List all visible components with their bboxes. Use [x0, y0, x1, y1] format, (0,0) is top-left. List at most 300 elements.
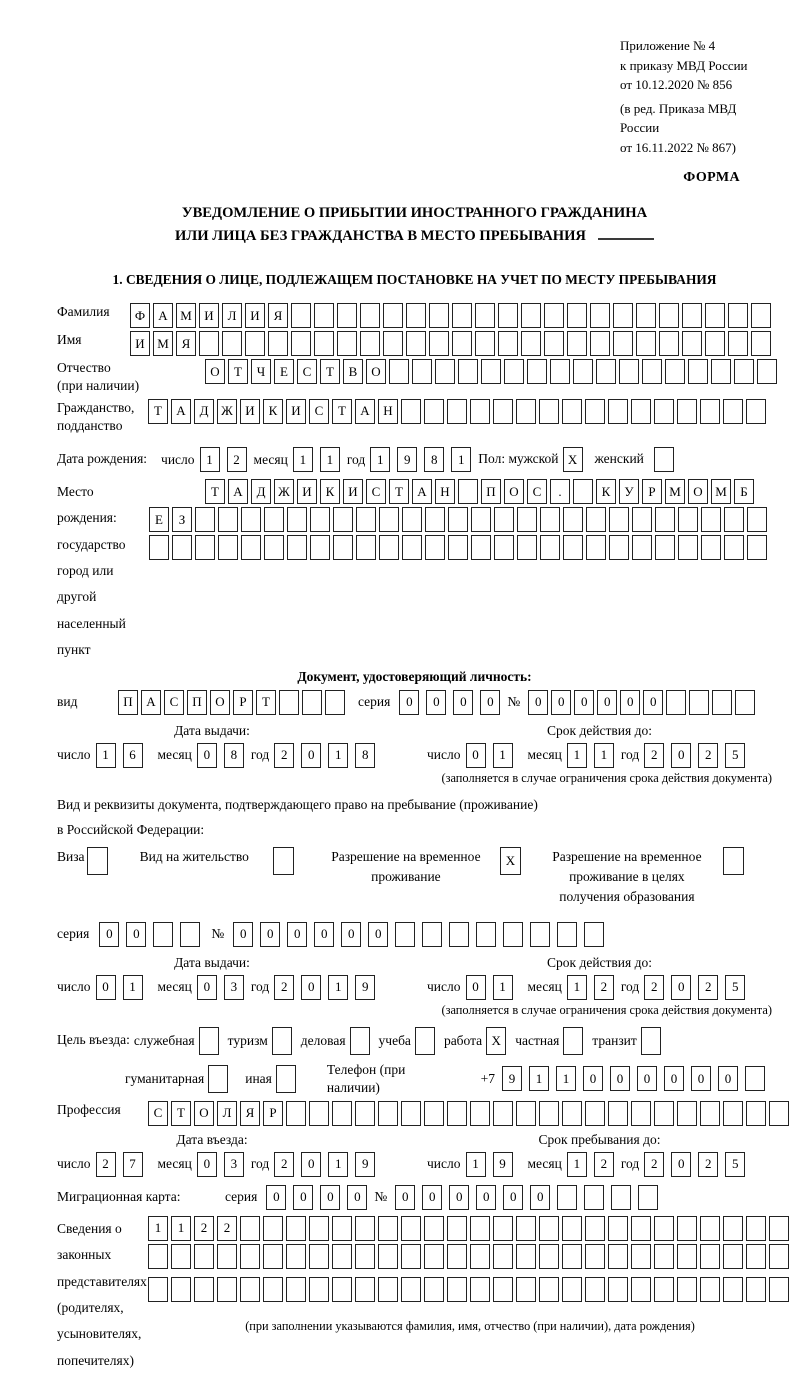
char-box	[682, 331, 702, 356]
char-box	[195, 507, 215, 532]
char-box: О	[210, 690, 230, 715]
birth-day-field[interactable]	[200, 447, 254, 472]
char-box	[711, 359, 731, 384]
char-box	[769, 1277, 789, 1302]
char-box	[503, 922, 523, 947]
profession-row	[57, 1101, 772, 1126]
char-box	[747, 535, 767, 560]
char-box	[608, 1244, 628, 1269]
phone-field[interactable]	[502, 1066, 772, 1091]
char-box: 2	[644, 1152, 664, 1177]
purpose-private-checkbox[interactable]	[563, 1027, 583, 1055]
char-box: 0	[197, 743, 217, 768]
char-box	[585, 399, 605, 424]
purpose-transit-checkbox[interactable]	[641, 1027, 661, 1055]
char-box: 2	[698, 975, 718, 1000]
char-box	[422, 922, 442, 947]
char-box	[517, 507, 537, 532]
char-box	[608, 1216, 628, 1241]
char-box	[470, 399, 490, 424]
residence-permit-checkbox[interactable]	[273, 847, 294, 875]
char-box: 1	[96, 743, 116, 768]
char-box	[378, 1244, 398, 1269]
birth-place-line-1[interactable]	[205, 479, 757, 504]
char-box	[557, 1185, 577, 1210]
char-box	[631, 399, 651, 424]
char-box: Т	[148, 399, 168, 424]
residence-issue-heading: Дата выдачи:	[174, 954, 250, 970]
char-box	[475, 331, 495, 356]
sex-male-label: Пол: мужской	[478, 451, 559, 467]
migration-series-field[interactable]	[266, 1185, 374, 1210]
purpose-humanitarian-checkbox[interactable]	[208, 1065, 228, 1093]
title-blank-underline	[598, 238, 654, 240]
char-box	[700, 1244, 720, 1269]
char-box	[516, 399, 536, 424]
char-box	[194, 1244, 214, 1269]
valid-date-heading: Срок действия до:	[547, 722, 652, 738]
purpose-business: деловая	[301, 1027, 370, 1055]
char-box	[585, 1277, 605, 1302]
char-box	[263, 1216, 283, 1241]
entry-day-field[interactable]	[96, 1152, 150, 1177]
patronymic-field[interactable]	[205, 359, 780, 384]
char-box	[378, 1216, 398, 1241]
char-box	[498, 331, 518, 356]
char-box	[337, 303, 357, 328]
sex-male-checkbox[interactable]: X	[563, 447, 583, 472]
char-box: 5	[725, 1152, 745, 1177]
purpose-row-1	[57, 1027, 772, 1055]
char-box	[240, 1244, 260, 1269]
birth-year-field[interactable]	[370, 447, 478, 472]
purpose-business-checkbox[interactable]	[350, 1027, 370, 1055]
char-box: И	[343, 479, 363, 504]
char-box: 9	[397, 447, 417, 472]
representatives-line-3[interactable]	[148, 1277, 792, 1302]
char-box	[539, 1277, 559, 1302]
char-box	[747, 507, 767, 532]
char-box: 1	[328, 975, 348, 1000]
char-box	[631, 1216, 651, 1241]
char-box: И	[199, 303, 219, 328]
valid-day-field[interactable]	[466, 743, 520, 768]
issue-day-field[interactable]	[96, 743, 150, 768]
char-box	[481, 359, 501, 384]
option-temporary-residence-education: Разрешение на временное проживание в целях получения образования	[543, 847, 744, 908]
char-box	[286, 1101, 306, 1126]
residence-issue-month[interactable]	[197, 975, 251, 1000]
char-box: 0	[314, 922, 334, 947]
char-box	[171, 1277, 191, 1302]
char-box	[563, 535, 583, 560]
char-box: Ф	[130, 303, 150, 328]
char-box	[631, 1244, 651, 1269]
char-box	[723, 1216, 743, 1241]
char-box	[769, 1244, 789, 1269]
char-box: 1	[148, 1216, 168, 1241]
char-box	[751, 331, 771, 356]
char-box	[217, 1277, 237, 1302]
char-box	[194, 1277, 214, 1302]
char-box: 0	[260, 922, 280, 947]
document-title	[57, 202, 772, 247]
char-box	[609, 507, 629, 532]
char-box: К	[263, 399, 283, 424]
char-box: 9	[355, 975, 375, 1000]
char-box	[590, 331, 610, 356]
birth-place-label: Место рождения: государство город или другой населенный пункт	[57, 484, 126, 657]
temporary-residence-education-checkbox[interactable]	[723, 847, 744, 875]
char-box: 0	[126, 922, 146, 947]
char-box	[769, 1216, 789, 1241]
char-box: 8	[355, 743, 375, 768]
char-box: 2	[698, 1152, 718, 1177]
char-box: 2	[594, 1152, 614, 1177]
char-box	[425, 535, 445, 560]
char-box	[517, 535, 537, 560]
char-box	[447, 1101, 467, 1126]
char-box	[632, 535, 652, 560]
char-box: 2	[644, 975, 664, 1000]
char-box	[562, 1216, 582, 1241]
char-box: 0	[583, 1066, 603, 1091]
char-box	[401, 1216, 421, 1241]
char-box	[585, 1244, 605, 1269]
char-box	[504, 359, 524, 384]
residence-valid-year[interactable]	[644, 975, 752, 1000]
stay-until-block	[427, 1132, 772, 1177]
char-box: 2	[217, 1216, 237, 1241]
char-box: 0	[671, 743, 691, 768]
char-box: Л	[222, 303, 242, 328]
char-box	[406, 303, 426, 328]
char-box: О	[194, 1101, 214, 1126]
char-box	[332, 1244, 352, 1269]
char-box	[332, 1216, 352, 1241]
identity-doc-dates	[57, 723, 772, 786]
char-box	[287, 507, 307, 532]
char-box	[539, 399, 559, 424]
purpose-official-checkbox[interactable]	[199, 1027, 219, 1055]
char-box: 5	[725, 743, 745, 768]
surname-field[interactable]	[130, 303, 774, 328]
char-box	[539, 1216, 559, 1241]
char-box	[279, 690, 299, 715]
char-box: 0	[610, 1066, 630, 1091]
char-box	[337, 331, 357, 356]
char-box	[356, 507, 376, 532]
residence-issue-day[interactable]	[96, 975, 150, 1000]
char-box	[769, 1101, 789, 1126]
char-box	[310, 507, 330, 532]
char-box	[527, 359, 547, 384]
residence-series-field[interactable]	[99, 922, 207, 947]
char-box	[700, 1101, 720, 1126]
citizenship-label: Гражданство, подданство	[57, 399, 135, 433]
char-box	[700, 399, 720, 424]
char-box	[447, 399, 467, 424]
char-box	[360, 331, 380, 356]
residence-valid-month[interactable]	[567, 975, 621, 1000]
valid-year-field[interactable]	[644, 743, 752, 768]
entry-year-field[interactable]	[274, 1152, 382, 1177]
char-box: К	[320, 479, 340, 504]
purpose-study: учеба	[379, 1027, 435, 1055]
char-box	[424, 1277, 444, 1302]
char-box: 0	[671, 975, 691, 1000]
temporary-residence-checkbox[interactable]: X	[500, 847, 521, 875]
char-box	[712, 690, 732, 715]
char-box	[314, 331, 334, 356]
purpose-tourism: туризм	[228, 1027, 292, 1055]
char-box	[654, 1216, 674, 1241]
issue-month-field[interactable]	[197, 743, 251, 768]
visa-checkbox[interactable]	[87, 847, 108, 875]
representatives-note: (при заполнении указываются фамилия, имя, отчество (при наличии), дата рождения)	[245, 1318, 695, 1333]
char-box	[425, 507, 445, 532]
purpose-other-checkbox[interactable]	[276, 1065, 296, 1093]
birth-month-field[interactable]	[293, 447, 347, 472]
birth-place-grid	[149, 479, 772, 565]
char-box	[544, 331, 564, 356]
stay-month-field[interactable]	[567, 1152, 621, 1177]
char-box	[449, 922, 469, 947]
char-box: 0	[530, 1185, 550, 1210]
char-box	[264, 507, 284, 532]
char-box	[659, 331, 679, 356]
char-box	[688, 359, 708, 384]
char-box	[544, 303, 564, 328]
birth-day-group: число 1 2	[161, 447, 254, 472]
doc-number-field[interactable]	[528, 690, 758, 715]
char-box	[498, 303, 518, 328]
doc-series-field[interactable]	[399, 690, 507, 715]
char-box	[585, 1216, 605, 1241]
given-name-label: Имя	[57, 332, 82, 348]
purpose-label: Цель въезда:	[57, 1032, 130, 1048]
char-box: 0	[528, 690, 548, 715]
char-box	[689, 690, 709, 715]
char-box	[395, 922, 415, 947]
char-box	[562, 1101, 582, 1126]
char-box	[475, 303, 495, 328]
char-box	[309, 1277, 329, 1302]
residence-number-field[interactable]	[233, 922, 611, 947]
char-box: З	[172, 507, 192, 532]
section1-heading: 1. СВЕДЕНИЯ О ЛИЦЕ, ПОДЛЕЖАЩЕМ ПОСТАНОВКЕ НА УЧЕТ ПО МЕСТУ ПРЕБЫВАНИЯ	[112, 272, 717, 288]
char-box: 9	[355, 1152, 375, 1177]
phone-prefix: +7	[480, 1070, 495, 1086]
char-box: Т	[389, 479, 409, 504]
char-box	[550, 359, 570, 384]
char-box	[149, 535, 169, 560]
doc-kind-field[interactable]	[118, 690, 348, 715]
char-box	[218, 507, 238, 532]
residence-issue-year[interactable]	[274, 975, 382, 1000]
char-box: 0	[643, 690, 663, 715]
char-box: 2	[644, 743, 664, 768]
valid-date-block	[427, 723, 772, 786]
entry-month-field[interactable]	[197, 1152, 251, 1177]
char-box	[429, 303, 449, 328]
char-box: 8	[424, 447, 444, 472]
char-box	[240, 1277, 260, 1302]
char-box: 5	[725, 975, 745, 1000]
purpose-work-checkbox[interactable]: X	[486, 1027, 506, 1055]
char-box	[723, 1277, 743, 1302]
stay-day-field[interactable]	[466, 1152, 520, 1177]
char-box	[613, 303, 633, 328]
birth-month-group: месяц 1 1	[254, 447, 347, 472]
char-box: 0	[368, 922, 388, 947]
char-box	[383, 331, 403, 356]
char-box: 1	[556, 1066, 576, 1091]
char-box: С	[148, 1101, 168, 1126]
char-box	[356, 535, 376, 560]
char-box: Ж	[274, 479, 294, 504]
migration-number-label: №	[374, 1189, 388, 1205]
char-box	[412, 359, 432, 384]
char-box	[619, 359, 639, 384]
char-box	[585, 1101, 605, 1126]
char-box: С	[297, 359, 317, 384]
purpose-study-checkbox[interactable]	[415, 1027, 435, 1055]
char-box	[429, 331, 449, 356]
char-box	[241, 535, 261, 560]
char-box: 0	[301, 975, 321, 1000]
citizenship-field[interactable]	[148, 399, 769, 424]
residence-issue-block	[57, 955, 427, 1018]
char-box	[325, 690, 345, 715]
char-box	[406, 331, 426, 356]
char-box	[222, 331, 242, 356]
sex-female-label: женский	[594, 451, 644, 467]
char-box	[355, 1244, 375, 1269]
birth-place-row	[57, 479, 772, 663]
char-box	[638, 1185, 658, 1210]
char-box	[476, 922, 496, 947]
char-box	[724, 535, 744, 560]
char-box	[493, 1244, 513, 1269]
issue-year-field[interactable]	[274, 743, 382, 768]
char-box: 2	[274, 743, 294, 768]
residence-doc-intro: Вид и реквизиты документа, подтверждающего право на пребывание (проживание) в Российской Федерации:	[57, 796, 538, 838]
valid-month-field[interactable]	[567, 743, 621, 768]
migration-series-label: серия	[225, 1189, 258, 1205]
char-box	[540, 507, 560, 532]
stay-year-field[interactable]	[644, 1152, 752, 1177]
char-box	[447, 1277, 467, 1302]
char-box	[636, 331, 656, 356]
form-label: ФОРМА	[683, 170, 740, 185]
char-box: П	[187, 690, 207, 715]
given-name-field[interactable]	[130, 331, 774, 356]
char-box	[378, 1101, 398, 1126]
char-box: 0	[99, 922, 119, 947]
char-box	[516, 1244, 536, 1269]
char-box	[402, 535, 422, 560]
char-box	[584, 1185, 604, 1210]
sex-female-checkbox[interactable]	[654, 447, 674, 472]
doc-number-label: №	[507, 693, 521, 709]
char-box: 2	[96, 1152, 116, 1177]
char-box	[401, 399, 421, 424]
char-box: А	[153, 303, 173, 328]
birth-date-row	[57, 447, 772, 472]
char-box: 1	[466, 1152, 486, 1177]
char-box: .	[550, 479, 570, 504]
char-box	[470, 1216, 490, 1241]
char-box: Е	[274, 359, 294, 384]
char-box: Н	[435, 479, 455, 504]
char-box	[471, 535, 491, 560]
birth-place-line-3[interactable]	[149, 535, 770, 560]
stay-until-heading: Срок пребывания до:	[538, 1131, 661, 1147]
purpose-tourism-checkbox[interactable]	[272, 1027, 292, 1055]
char-box	[172, 535, 192, 560]
char-box	[264, 535, 284, 560]
char-box: 0	[574, 690, 594, 715]
char-box: 0	[347, 1185, 367, 1210]
char-box: 1	[493, 743, 513, 768]
char-box	[268, 331, 288, 356]
migration-number-field[interactable]	[395, 1185, 665, 1210]
char-box: 2	[274, 975, 294, 1000]
char-box	[677, 1277, 697, 1302]
char-box: 0	[620, 690, 640, 715]
entry-date-block	[57, 1132, 427, 1177]
char-box: 0	[341, 922, 361, 947]
char-box	[724, 507, 744, 532]
representatives-line-2[interactable]	[148, 1244, 792, 1269]
char-box	[700, 1277, 720, 1302]
char-box: 0	[320, 1185, 340, 1210]
purpose-row-2	[125, 1061, 772, 1097]
residence-options-row	[57, 847, 772, 908]
issue-date-heading: Дата выдачи:	[174, 722, 250, 738]
char-box	[746, 1277, 766, 1302]
residence-number-label: №	[211, 925, 225, 941]
migration-card-label: Миграционная карта:	[57, 1189, 181, 1205]
char-box	[379, 507, 399, 532]
validity-note: (заполняется в случае ограничения срока действия документа)	[441, 770, 772, 785]
char-box: У	[619, 479, 639, 504]
char-box: 3	[224, 1152, 244, 1177]
residence-doc-dates	[57, 955, 772, 1018]
char-box: 0	[422, 1185, 442, 1210]
citizenship-row	[57, 399, 772, 435]
title-line-1: УВЕДОМЛЕНИЕ О ПРИБЫТИИ ИНОСТРАННОГО ГРАЖДАНИНА	[181, 205, 648, 221]
char-box: 0	[480, 690, 500, 715]
char-box: Ж	[217, 399, 237, 424]
char-box	[563, 507, 583, 532]
representatives-line-1[interactable]	[148, 1216, 792, 1241]
char-box	[309, 1101, 329, 1126]
char-box	[332, 1277, 352, 1302]
char-box	[383, 303, 403, 328]
char-box	[521, 331, 541, 356]
profession-field[interactable]	[148, 1101, 792, 1126]
char-box	[355, 1277, 375, 1302]
char-box	[424, 1244, 444, 1269]
char-box: Ч	[251, 359, 271, 384]
char-box: 1	[567, 1152, 587, 1177]
char-box: М	[153, 331, 173, 356]
birth-place-line-2[interactable]	[149, 507, 770, 532]
residence-valid-day[interactable]	[466, 975, 520, 1000]
char-box: 1	[200, 447, 220, 472]
